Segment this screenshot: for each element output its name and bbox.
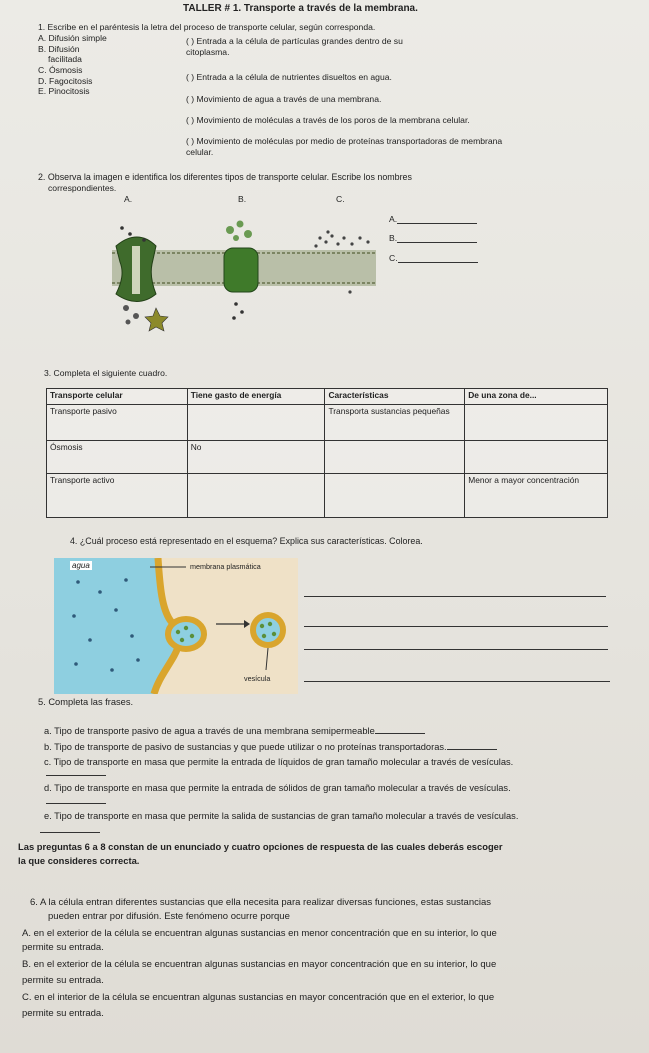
table-cell[interactable] [465, 441, 608, 474]
table-header: Tiene gasto de energía [187, 389, 325, 405]
table-row [47, 441, 608, 474]
q6-option-a[interactable]: A. en el exterior de la célula se encuentran algunas sustancias en menor concentración que en su interior, lo que [22, 928, 497, 939]
table-cell: Menor a mayor concentración [465, 474, 608, 518]
q2-answer-c[interactable]: C. [389, 253, 478, 263]
q5-item-e: e. Tipo de transporte en masa que permite la salida de sustancias de gran tamaño molecular a través de vesículas. [44, 811, 519, 821]
q4-answer-line-3[interactable] [304, 649, 608, 650]
table-header: De una zona de... [465, 389, 608, 405]
q5-item-b: b. Tipo de transporte de pasivo de sustancias y que puede utilizar o no proteínas transportadoras. [44, 741, 497, 754]
q1-item-2[interactable]: ( ) Entrada a la célula de nutrientes disueltos en agua. [186, 72, 392, 82]
table-cell: Transporte activo [47, 474, 188, 518]
q2-prompt-cont: correspondientes. [48, 183, 117, 193]
label-membrane: membrana plasmática [190, 562, 261, 571]
q6-option-c[interactable]: C. en el interior de la célula se encuentran algunas sustancias en mayor concentración que en el exterior, lo que [22, 992, 495, 1003]
q1-option-c: C. Ósmosis [38, 65, 83, 75]
table-cell: Ósmosis [47, 441, 188, 474]
img-label-a: A. [124, 194, 133, 204]
q6-option-b[interactable]: B. en el exterior de la célula se encuentran algunas sustancias en mayor concentración que en su interior, lo que [22, 959, 497, 970]
img-label-c: C. [336, 194, 345, 204]
q2-prompt: 2. Observa la imagen e identifica los diferentes tipos de transporte celular. Escribe los nombres [38, 172, 412, 182]
q1-item-5[interactable]: ( ) Movimiento de moléculas por medio de proteínas transportadoras de membrana [186, 136, 503, 146]
q1-option-b-cont: facilitada [48, 54, 82, 64]
q1-option-b: B. Difusión [38, 44, 80, 54]
table-cell: Transporte pasivo [47, 405, 188, 441]
table-cell: Transporta sustancias pequeñas [325, 405, 465, 441]
q5-item-d: d. Tipo de transporte en masa que permite la entrada de sólidos de gran tamaño molecular a través de vesículas. [44, 783, 511, 793]
q6-option-a-cont: permite su entrada. [22, 942, 104, 953]
q1-prompt: 1. Escribe en el paréntesis la letra del proceso de transporte celular, según corresponda. [38, 22, 376, 32]
q6-prompt: 6. A la célula entran diferentes sustancias que ella necesita para realizar diversas funciones, estas sustancias [30, 897, 492, 908]
table-cell[interactable] [187, 474, 325, 518]
table-row [47, 474, 608, 518]
q5-blank-e[interactable] [40, 832, 100, 833]
q5-item-a: a. Tipo de transporte pasivo de agua a través de una membrana semipermeable [44, 725, 425, 738]
q6-option-b-cont: permite su entrada. [22, 975, 104, 986]
q1-item-1[interactable]: ( ) Entrada a la célula de partículas grandes dentro de su [186, 36, 403, 46]
q4-answer-line-1[interactable] [304, 596, 606, 597]
q5-blank-d[interactable] [46, 803, 106, 804]
q5-prompt: 5. Completa las frases. [38, 697, 134, 707]
q2-answer-b[interactable]: B. [389, 233, 477, 243]
q6-option-c-cont: permite su entrada. [22, 1008, 104, 1019]
q1-item-4[interactable]: ( ) Movimiento de moléculas a través de los poros de la membrana celular. [186, 115, 470, 125]
table-header: Transporte celular [47, 389, 188, 405]
q1-option-a: A. Difusión simple [38, 33, 107, 43]
instructions: Las preguntas 6 a 8 constan de un enunciado y cuatro opciones de respuesta de las cuales deberás escoger [18, 841, 503, 852]
table-cell[interactable] [187, 405, 325, 441]
label-vesicle: vesícula [244, 674, 271, 683]
q3-prompt: 3. Completa el siguiente cuadro. [44, 368, 168, 378]
q5-blank-c[interactable] [46, 775, 106, 776]
table-cell[interactable] [465, 405, 608, 441]
table-cell: No [187, 441, 325, 474]
q4-prompt: 4. ¿Cuál proceso está representado en el esquema? Explica sus características. Colorea. [70, 536, 423, 546]
table-header: Características [325, 389, 465, 405]
q4-answer-line-2[interactable] [304, 626, 608, 627]
q5-blank-a[interactable] [375, 725, 425, 734]
membrane-transport-diagram [112, 204, 376, 336]
q1-item-5-cont: celular. [186, 147, 214, 157]
q5-blank-b[interactable] [447, 741, 497, 750]
q1-option-d: D. Fagocitosis [38, 76, 93, 86]
instructions-cont: la que consideres correcta. [18, 855, 140, 866]
q1-item-1-cont: citoplasma. [186, 47, 230, 57]
q6-prompt-cont: pueden entrar por difusión. Este fenómeno ocurre porque [48, 911, 290, 922]
img-label-b: B. [238, 194, 247, 204]
label-water: agua [72, 561, 90, 570]
table-row [47, 405, 608, 441]
table-cell[interactable] [325, 474, 465, 518]
q4-answer-line-4[interactable] [304, 681, 610, 682]
table-cell[interactable] [325, 441, 465, 474]
table-header-row [47, 389, 608, 405]
q1-item-3[interactable]: ( ) Movimiento de agua a través de una membrana. [186, 94, 382, 104]
worksheet-title: TALLER # 1. Transporte a través de la membrana. [183, 3, 418, 14]
transport-table [46, 388, 608, 518]
q2-answer-a[interactable]: A. [389, 214, 477, 224]
q5-item-c: c. Tipo de transporte en masa que permite la entrada de líquidos de gran tamaño molecular a través de vesículas. [44, 757, 514, 767]
q1-option-e: E. Pinocitosis [38, 86, 90, 96]
